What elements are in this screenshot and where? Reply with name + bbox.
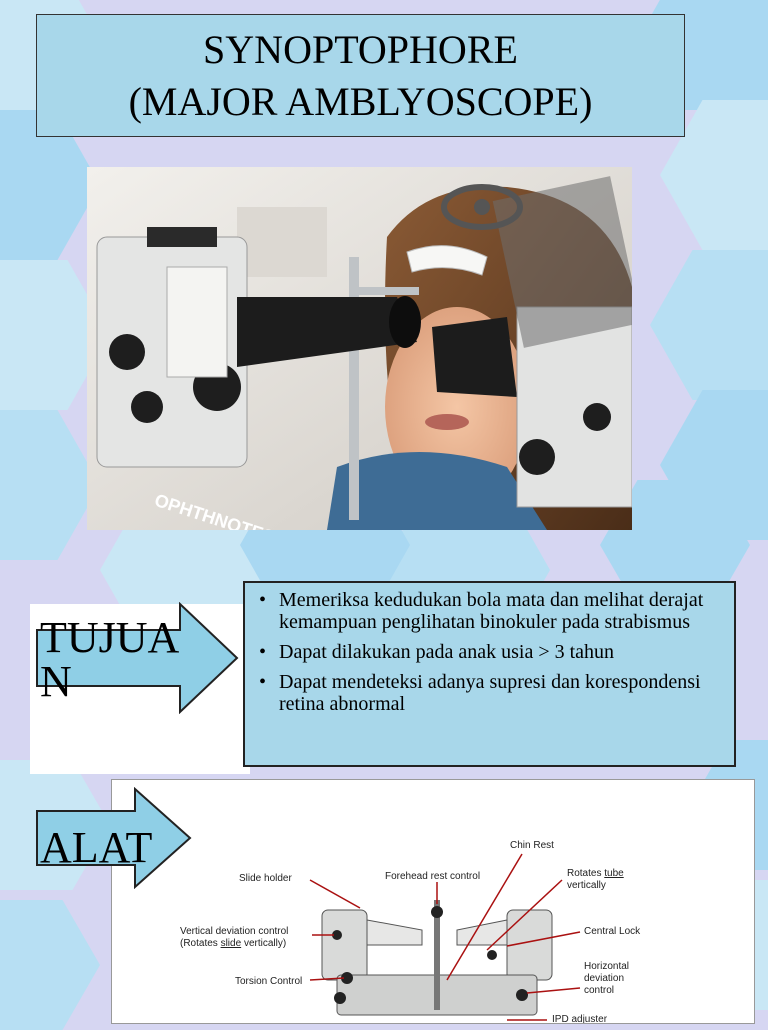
label-torsion-control: Torsion Control — [235, 976, 303, 987]
tujuan-label: TUJUAN — [40, 613, 180, 706]
title-line-2: (MAJOR AMBLYOSCOPE) — [128, 78, 593, 124]
list-item: • Dapat dilakukan pada anak usia > 3 tahun — [253, 641, 724, 663]
label-ipd-adjuster: IPD adjuster — [552, 1014, 608, 1024]
label-central-lock: Central Lock — [584, 926, 641, 937]
list-item: • Dapat mendeteksi adanya supresi dan korespondensi retina abnormal — [253, 671, 724, 715]
label-text: Rotates — [567, 868, 602, 879]
label-slide-holder: Slide holder — [239, 873, 292, 884]
label-chin-rest: Chin Rest — [510, 840, 554, 851]
label-text: slide — [220, 938, 242, 949]
bg-hexagon — [650, 250, 768, 400]
label-rotates-tube — [567, 868, 624, 892]
tujuan-bullets — [253, 589, 724, 715]
label-text: deviation — [584, 973, 625, 984]
label-text: Vertical deviation control — [180, 926, 289, 937]
synoptophore-diagram — [111, 779, 755, 1024]
alat-label: ALAT — [40, 823, 153, 872]
bg-hexagon — [0, 900, 100, 1030]
label-horizontal-deviation — [584, 961, 629, 997]
title-line-1: SYNOPTOPHORE — [203, 26, 518, 72]
label-vertical-deviation — [180, 926, 288, 950]
list-item: • Memeriksa kedudukan bola mata dan melihat derajat kemampuan penglihatan binokuler pada strabismus — [253, 589, 724, 633]
diagram-drawing — [112, 780, 755, 1024]
label-text: Horizontal — [584, 961, 630, 972]
photo-illustration — [87, 167, 632, 530]
tujuan-box — [243, 581, 736, 767]
label-text: vertically) — [243, 938, 287, 949]
slide-title — [36, 14, 685, 137]
bg-hexagon — [0, 410, 100, 560]
label-text: vertically — [567, 880, 606, 891]
label-forehead-rest: Forehead rest control — [385, 871, 481, 882]
label-text: tube — [604, 868, 624, 879]
label-text: control — [584, 985, 615, 996]
label-text: (Rotates — [180, 938, 218, 949]
synoptophore-photo — [87, 167, 632, 530]
